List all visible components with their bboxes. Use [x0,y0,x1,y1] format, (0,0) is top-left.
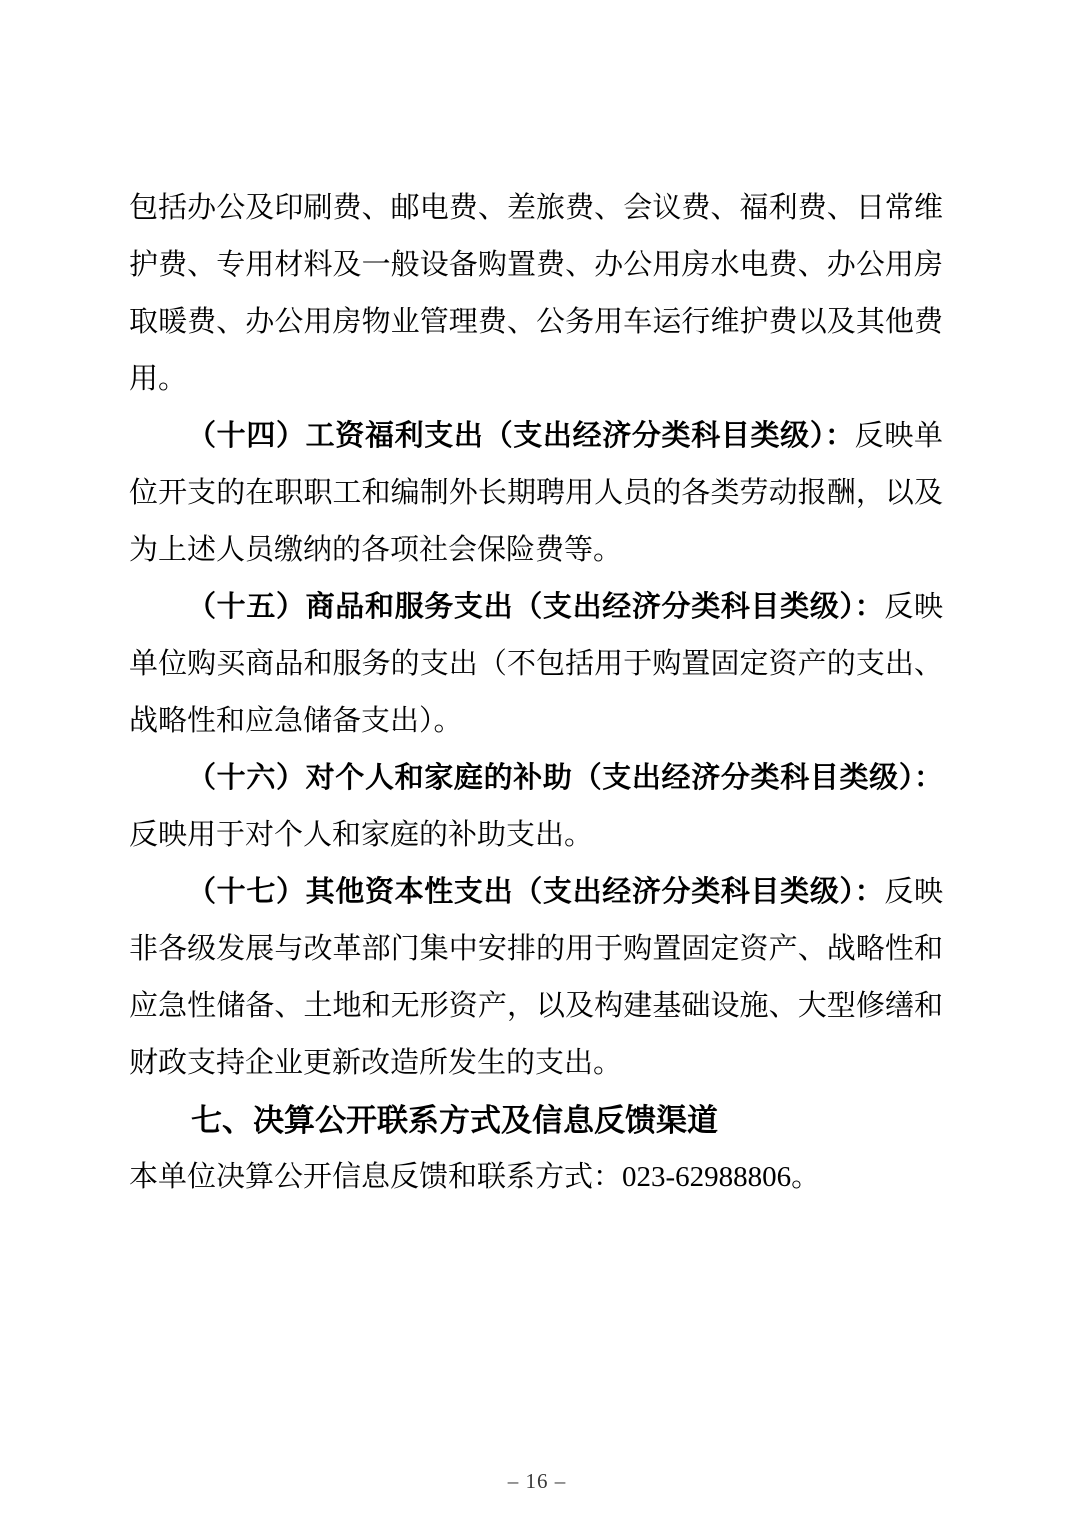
paragraph-item-16 [129,750,943,864]
paragraph-lead: （十四）工资福利支出（支出经济分类科目类级）： [187,420,855,452]
paragraph-text: 反映单位开支的在职职工和编制外长期聘用人员的各类劳动报酬，以及为上述人员缴纳的各项社会保险费等。 [129,420,943,566]
page-number: – 16 – [507,1469,567,1493]
section-heading: 七、决算公开联系方式及信息反馈渠道 [191,1103,718,1138]
paragraph-item-15 [129,579,943,750]
document-content [129,180,943,1206]
paragraph-text: 反映用于对个人和家庭的补助支出。 [129,819,594,851]
contact-line: 本单位决算公开信息反馈和联系方式：023-62988806。 [129,1161,821,1193]
paragraph-item-14 [129,408,943,579]
paragraph-lead: （十六）对个人和家庭的补助（支出经济分类科目类级）： [187,762,943,794]
paragraph-text: 反映单位购买商品和服务的支出（不包括用于购置固定资产的支出、战略性和应急储备支出）。 [129,591,943,737]
paragraph-item-17 [129,864,943,1092]
paragraph-text: 包括办公及印刷费、邮电费、差旅费、会议费、福利费、日常维护费、专用材料及一般设备购置费、办公用房水电费、办公用房取暖费、办公用房物业管理费、公务用车运行维护费以及其他费用。 [129,192,943,395]
paragraph-lead: （十七）其他资本性支出（支出经济分类科目类级）： [187,876,885,908]
paragraph-expense-items [129,180,943,408]
paragraph-text: 反映非各级发展与改革部门集中安排的用于购置固定资产、战略性和应急性储备、土地和无形资产，以及构建基础设施、大型修缮和财政支持企业更新改造所发生的支出。 [129,876,943,1079]
paragraph-lead: （十五）商品和服务支出（支出经济分类科目类级）： [187,591,885,623]
